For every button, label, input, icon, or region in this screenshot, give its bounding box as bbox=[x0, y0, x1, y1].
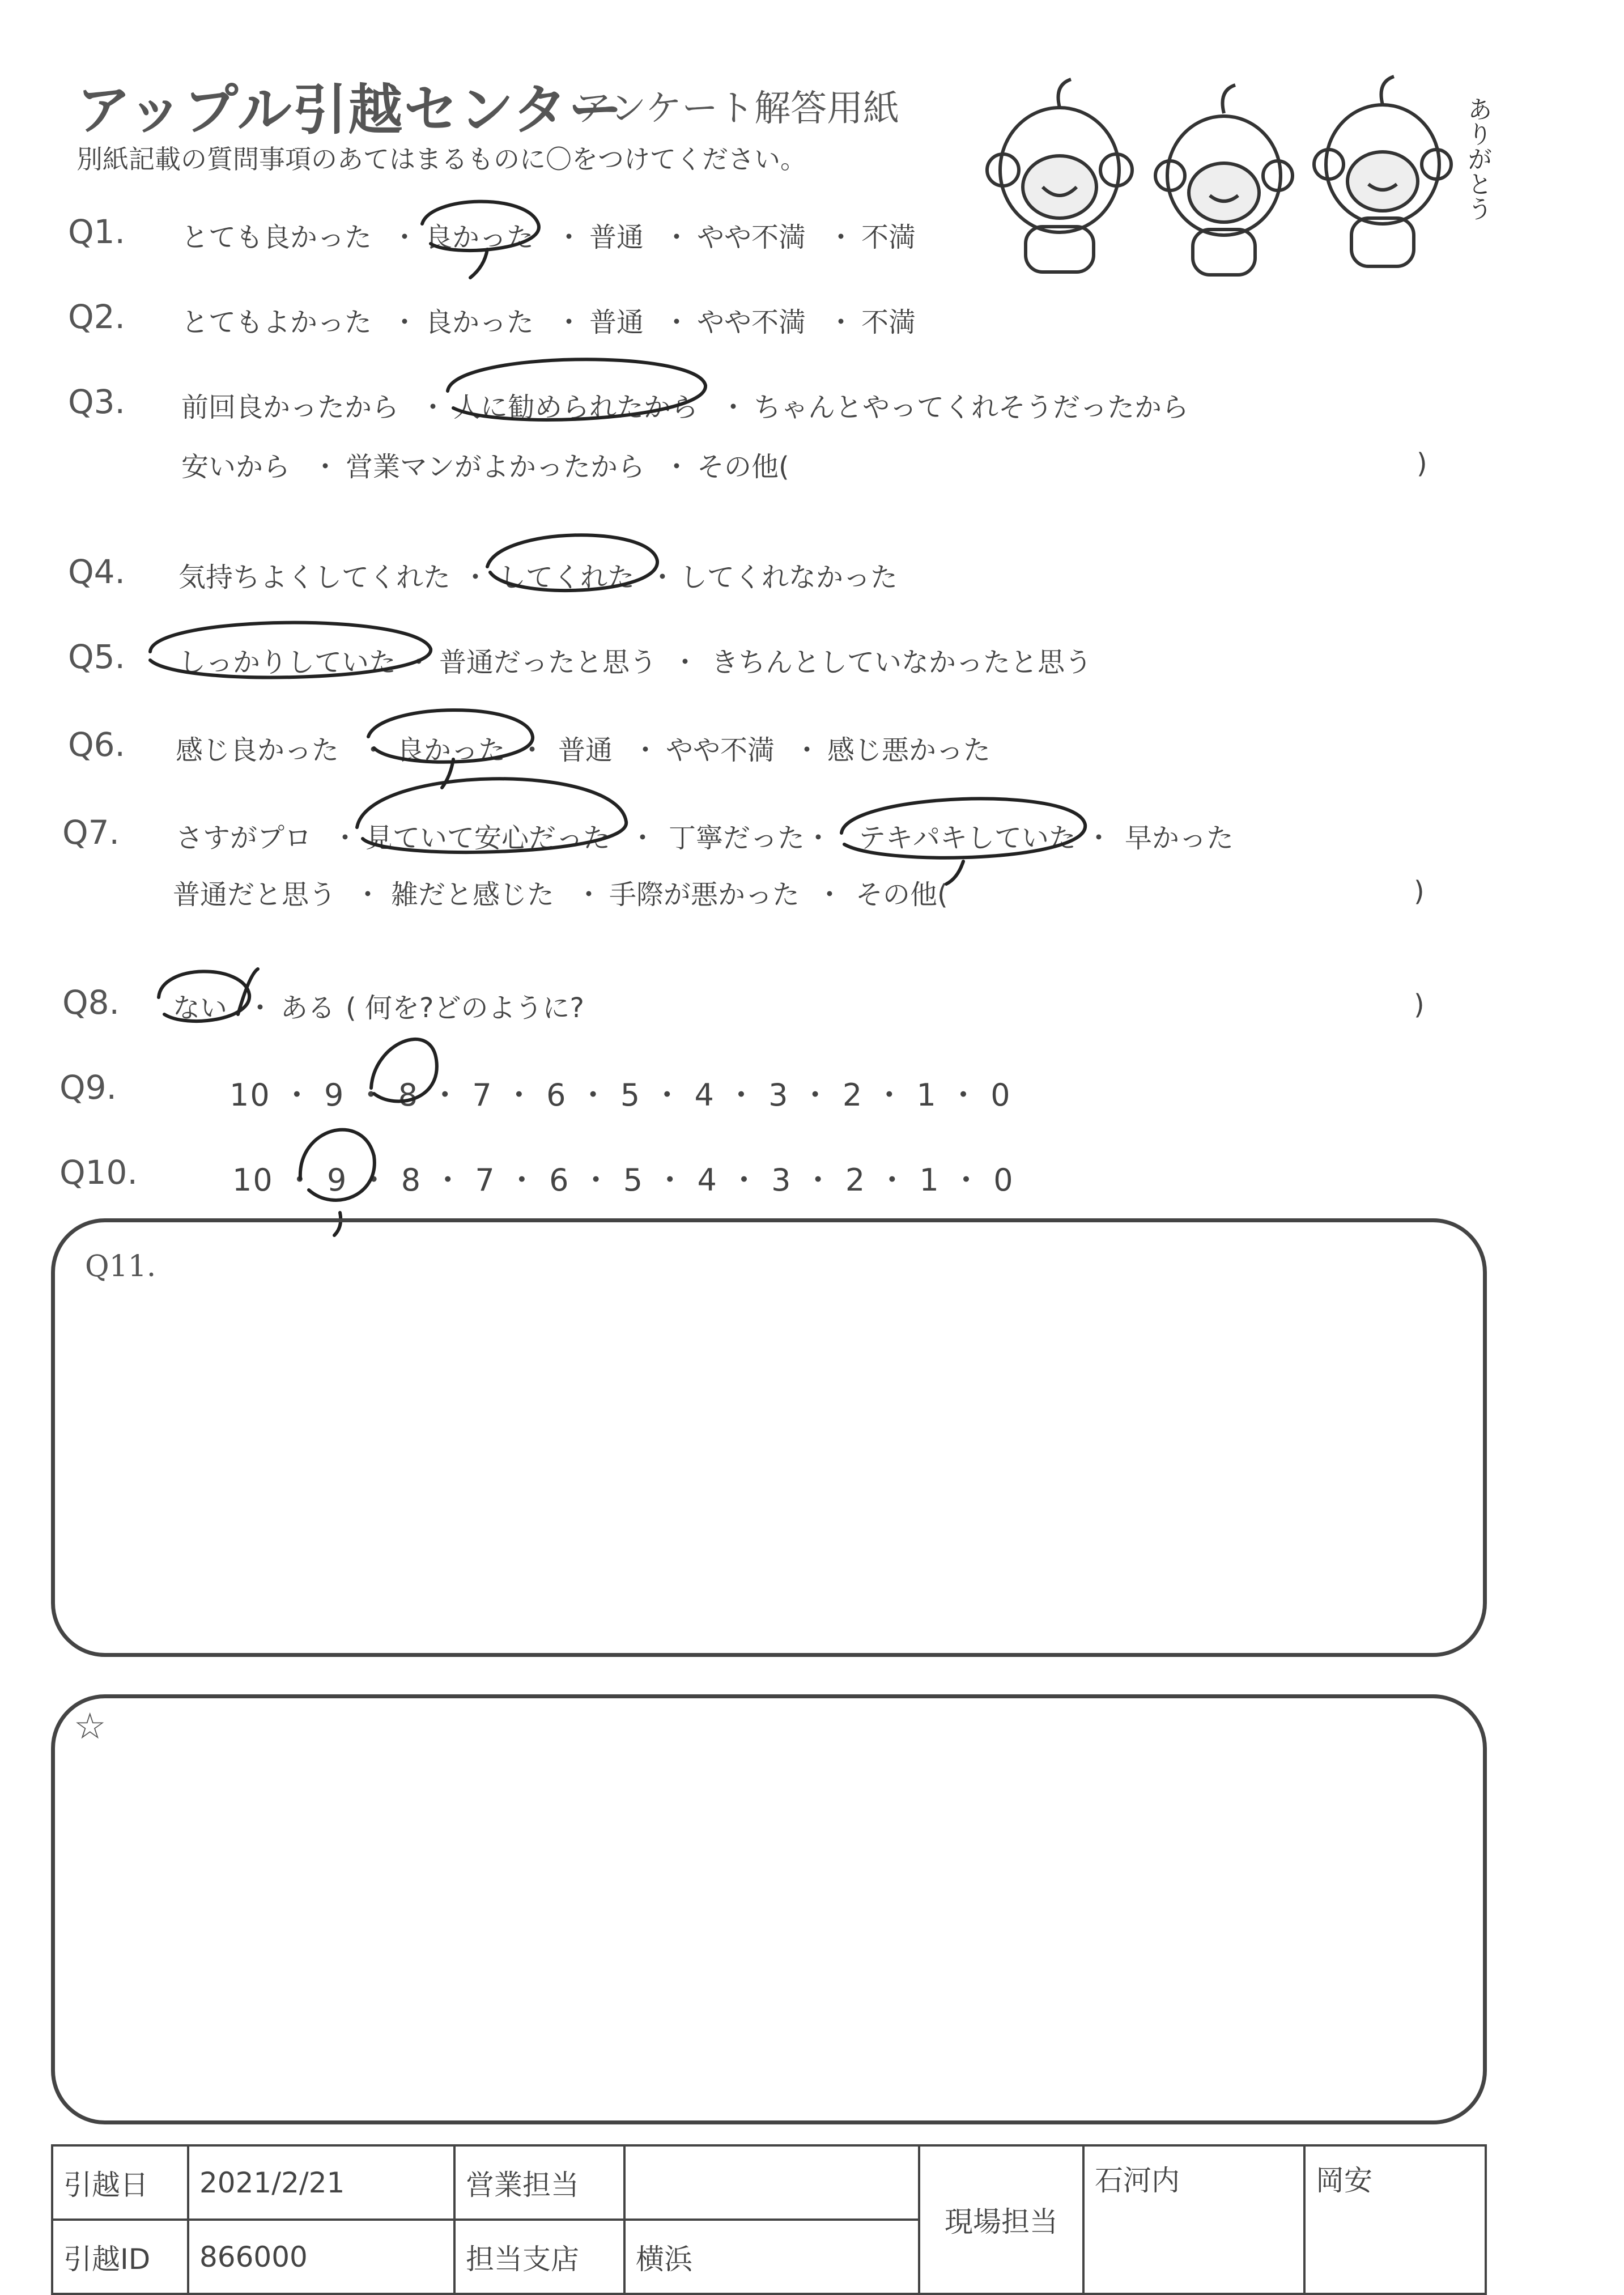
site-staff-label: 現場担当 bbox=[919, 2145, 1083, 2294]
star-icon: ☆ bbox=[74, 1706, 107, 1748]
form-subtitle: アンケート解答用紙 bbox=[575, 88, 900, 130]
separator: ・ bbox=[827, 307, 855, 338]
q6-option-5[interactable]: 感じ悪かった bbox=[827, 734, 991, 766]
separator: ・ bbox=[555, 222, 583, 253]
separator: ・ bbox=[827, 222, 855, 253]
circle-mark-q7a bbox=[357, 779, 626, 852]
q6-option-3[interactable]: 普通 bbox=[558, 734, 613, 766]
instructions-text: 別紙記載の質問事項のあてはまるものに〇をつけてください。 bbox=[76, 144, 806, 175]
separator: ・ bbox=[360, 734, 388, 766]
q3-option-4[interactable]: 安いから bbox=[181, 451, 291, 483]
separator: ・ bbox=[816, 879, 844, 911]
q10-rating-scale[interactable]: 10 ・ 9 ・ 8 ・ 7 ・ 6 ・ 5 ・ 4 ・ 3 ・ 2 ・ 1 ・ 0 bbox=[232, 1162, 1014, 1198]
q1-option-5[interactable]: 不満 bbox=[861, 222, 916, 253]
site-staff-1[interactable]: 石河内 bbox=[1083, 2145, 1304, 2294]
q6-option-2[interactable]: 良かった bbox=[397, 734, 506, 766]
circle-mark-q8 bbox=[159, 969, 258, 1021]
q11-comment-box[interactable] bbox=[51, 1218, 1487, 1657]
separator: ・ bbox=[805, 822, 832, 854]
q5-label: Q5. bbox=[68, 638, 125, 676]
q3-option-2[interactable]: 人に勧められたから bbox=[453, 392, 699, 423]
q6-option-4[interactable]: やや不満 bbox=[666, 734, 775, 766]
q4-option-2[interactable]: してくれた bbox=[499, 562, 635, 593]
separator: ・ bbox=[555, 307, 583, 338]
q4-option-1[interactable]: 気持ちよくしてくれた bbox=[178, 562, 451, 593]
q7-option-3[interactable]: 丁寧だった bbox=[669, 822, 805, 854]
separator: ・ bbox=[391, 222, 419, 253]
sales-staff-value[interactable] bbox=[624, 2145, 919, 2220]
branch-label: 担当支店 bbox=[454, 2220, 624, 2294]
star-comment-box[interactable] bbox=[51, 1694, 1487, 2124]
q7-option-1[interactable]: さすがプロ bbox=[176, 822, 312, 854]
close-paren: ) bbox=[1417, 448, 1427, 479]
q7-option-4[interactable]: テキパキしていた bbox=[858, 822, 1077, 854]
q1-label: Q1. bbox=[68, 212, 125, 251]
q8-option-3[interactable]: ( 何を?どのように? bbox=[346, 992, 584, 1024]
q1-option-1[interactable]: とても良かった bbox=[181, 222, 372, 253]
q4-label: Q4. bbox=[68, 552, 125, 591]
q3-label: Q3. bbox=[68, 382, 125, 421]
q2-option-2[interactable]: 良かった bbox=[425, 307, 534, 338]
move-id-value[interactable]: 866000 bbox=[188, 2220, 454, 2294]
q7-option-8[interactable]: 手際が悪かった bbox=[609, 879, 800, 911]
close-paren: ) bbox=[1414, 876, 1425, 907]
sales-staff-label: 営業担当 bbox=[454, 2145, 624, 2220]
separator: ・ bbox=[1085, 822, 1113, 854]
q1-option-2[interactable]: 良かった bbox=[425, 222, 534, 253]
q7-option-2[interactable]: 見ていて安心だった bbox=[365, 822, 611, 854]
separator: ・ bbox=[419, 392, 447, 423]
separator: ・ bbox=[663, 451, 691, 483]
separator: ・ bbox=[246, 992, 274, 1024]
q3-option-3[interactable]: ちゃんとやってくれそうだったから bbox=[754, 392, 1189, 423]
q2-option-5[interactable]: 不満 bbox=[861, 307, 916, 338]
separator: ・ bbox=[629, 822, 657, 854]
footer-info-table bbox=[51, 2144, 1487, 2295]
q2-option-4[interactable]: やや不満 bbox=[697, 307, 806, 338]
move-date-label: 引越日 bbox=[52, 2145, 188, 2220]
q11-label: Q11. bbox=[85, 1250, 156, 1284]
move-id-label: 引越ID bbox=[52, 2220, 188, 2294]
separator: ・ bbox=[312, 451, 339, 483]
q4-option-3[interactable]: してくれなかった bbox=[680, 562, 898, 593]
circle-mark-q3 bbox=[448, 359, 705, 420]
circle-mark-q9 bbox=[371, 1039, 437, 1102]
separator: ・ bbox=[518, 734, 546, 766]
q5-option-1[interactable]: しっかりしていた bbox=[178, 647, 397, 678]
q7-option-5[interactable]: 早かった bbox=[1125, 822, 1234, 854]
separator: ・ bbox=[462, 562, 490, 593]
circle-mark-q7b bbox=[841, 798, 1085, 884]
q6-option-1[interactable]: 感じ良かった bbox=[176, 734, 339, 766]
q7-option-9[interactable]: その他( bbox=[856, 879, 948, 911]
separator: ・ bbox=[632, 734, 660, 766]
q9-rating-scale[interactable]: 10 ・ 9 ・ 8 ・ 7 ・ 6 ・ 5 ・ 4 ・ 3 ・ 2 ・ 1 ・ 0 bbox=[229, 1077, 1011, 1113]
q8-label: Q8. bbox=[62, 983, 120, 1022]
q7-option-6[interactable]: 普通だと思う bbox=[173, 879, 337, 911]
separator: ・ bbox=[663, 222, 691, 253]
separator: ・ bbox=[720, 392, 747, 423]
close-paren: ) bbox=[1414, 989, 1425, 1021]
q2-option-1[interactable]: とてもよかった bbox=[181, 307, 372, 338]
q3-option-6[interactable]: その他( bbox=[697, 451, 789, 483]
circle-mark-q4 bbox=[487, 535, 657, 590]
q10-label: Q10. bbox=[59, 1153, 138, 1192]
q6-label: Q6. bbox=[68, 725, 125, 764]
q8-option-2[interactable]: ある bbox=[280, 992, 335, 1024]
form-title: アップル引越センター bbox=[76, 78, 624, 142]
q3-option-5[interactable]: 営業マンがよかったから bbox=[346, 451, 645, 483]
separator: ・ bbox=[663, 307, 691, 338]
separator: ・ bbox=[405, 647, 433, 678]
circle-mark-q1 bbox=[422, 202, 539, 278]
q1-option-4[interactable]: やや不満 bbox=[697, 222, 806, 253]
q8-option-1[interactable]: ない bbox=[173, 992, 228, 1024]
q5-option-2[interactable]: 普通だったと思う bbox=[439, 647, 657, 678]
q7-label: Q7. bbox=[62, 813, 120, 852]
separator: ・ bbox=[671, 647, 699, 678]
move-date-value[interactable]: 2021/2/21 bbox=[188, 2145, 454, 2220]
q3-option-1[interactable]: 前回良かったから bbox=[181, 392, 399, 423]
q2-label: Q2. bbox=[68, 298, 125, 336]
q1-option-3[interactable]: 普通 bbox=[589, 222, 644, 253]
circle-mark-q6 bbox=[368, 710, 533, 788]
separator: ・ bbox=[575, 879, 603, 911]
branch-value[interactable]: 横浜 bbox=[624, 2220, 919, 2294]
site-staff-2[interactable]: 岡安 bbox=[1304, 2145, 1486, 2294]
separator: ・ bbox=[391, 307, 419, 338]
separator: ・ bbox=[649, 562, 677, 593]
mascot-caption: ありがとう bbox=[1463, 96, 1492, 221]
q5-option-3[interactable]: きちんとしていなかったと思う bbox=[711, 647, 1092, 678]
separator: ・ bbox=[331, 822, 359, 854]
separator: ・ bbox=[354, 879, 382, 911]
circle-mark-q5 bbox=[150, 623, 431, 678]
q7-option-7[interactable]: 雑だと感じた bbox=[391, 879, 555, 911]
separator: ・ bbox=[793, 734, 821, 766]
q2-option-3[interactable]: 普通 bbox=[589, 307, 644, 338]
q9-label: Q9. bbox=[59, 1068, 117, 1107]
